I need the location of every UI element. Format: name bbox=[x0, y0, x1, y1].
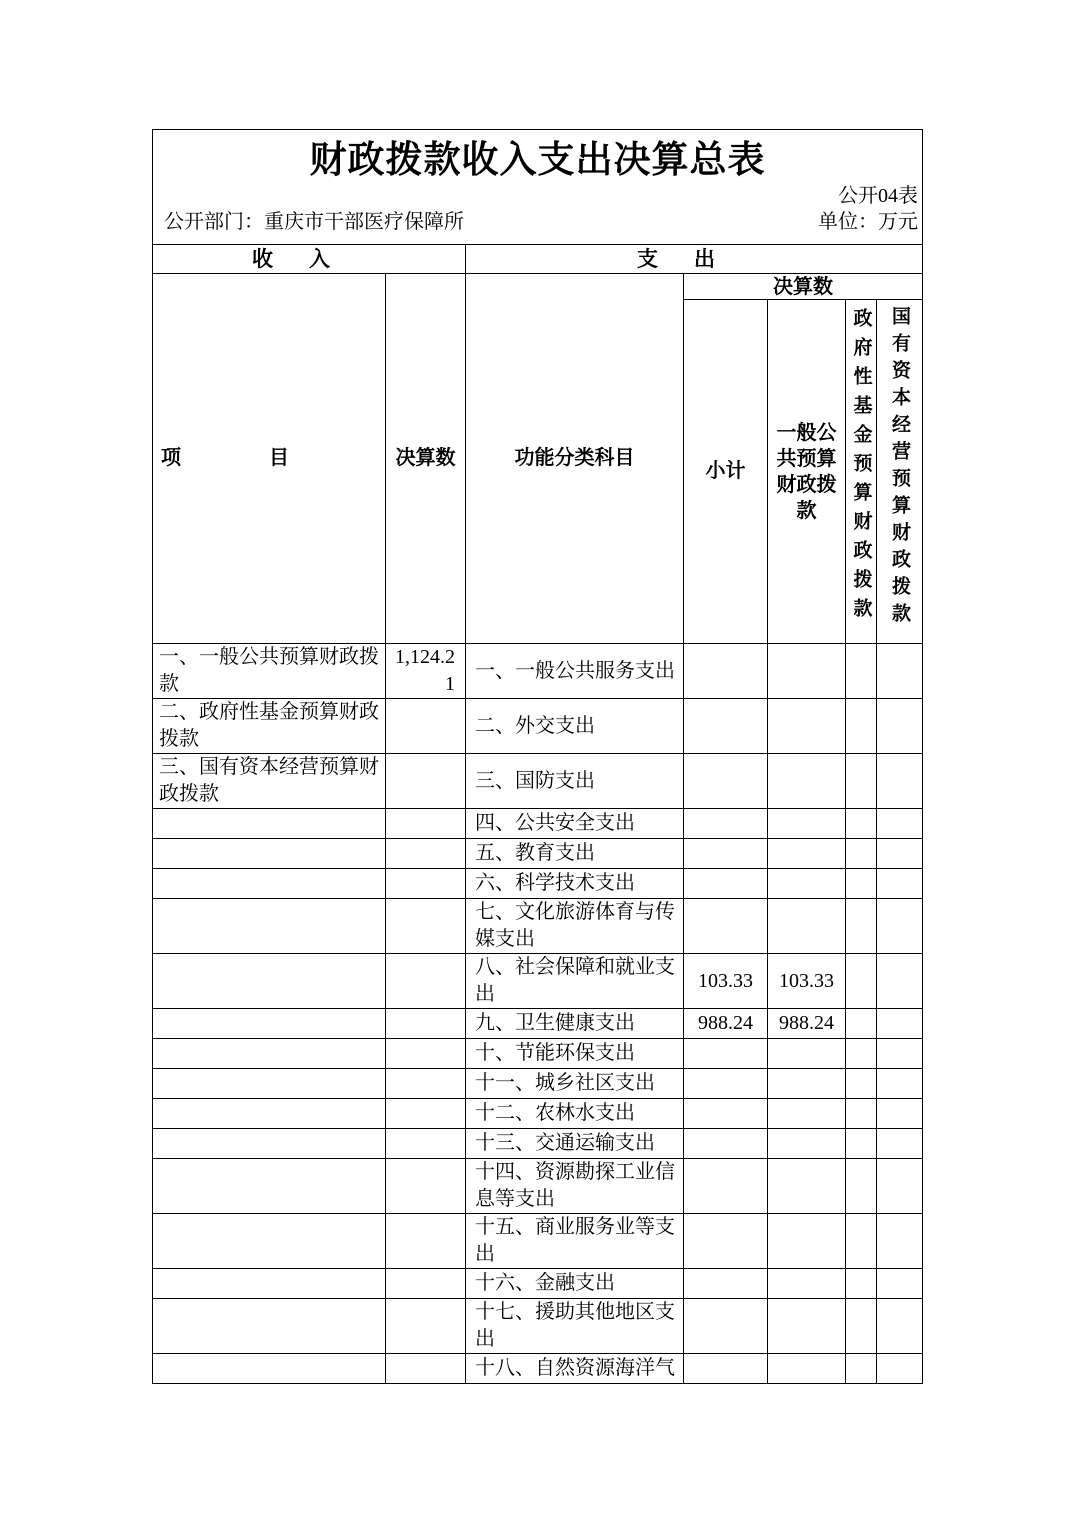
title-row bbox=[153, 130, 923, 245]
income-value-cell bbox=[386, 839, 466, 869]
gov-fund-cell bbox=[846, 1214, 877, 1269]
income-item-cell bbox=[153, 899, 386, 954]
income-item-cell bbox=[153, 869, 386, 899]
income-item-cell bbox=[153, 1299, 386, 1354]
table-row bbox=[153, 899, 923, 954]
state-capital-cell bbox=[877, 1009, 923, 1039]
state-capital-cell bbox=[877, 1159, 923, 1214]
unit-label: 单位：万元 bbox=[818, 211, 919, 233]
income-item-cell bbox=[153, 1009, 386, 1039]
subtotal-cell bbox=[684, 1099, 768, 1129]
gov-fund-cell bbox=[846, 1039, 877, 1069]
income-section-header: 收入 bbox=[153, 245, 466, 274]
final-amount-band-header: 决算数 bbox=[684, 274, 923, 300]
general-budget-cell bbox=[768, 1039, 846, 1069]
income-value-cell bbox=[386, 1039, 466, 1069]
income-amount-column-header: 决算数 bbox=[386, 274, 466, 644]
income-item-cell bbox=[153, 1354, 386, 1384]
subtotal-cell bbox=[684, 644, 768, 699]
expense-item-cell: 十七、援助其他地区支出 bbox=[466, 1299, 684, 1354]
income-item-cell: 三、国有资本经营预算财政拨款 bbox=[153, 754, 386, 809]
income-value-cell bbox=[386, 1299, 466, 1354]
sheet-number-label: 公开04表 bbox=[838, 185, 919, 207]
gov-fund-cell bbox=[846, 869, 877, 899]
subtotal-cell bbox=[684, 754, 768, 809]
general-budget-cell: 988.24 bbox=[768, 1009, 846, 1039]
state-capital-cell bbox=[877, 839, 923, 869]
table-body bbox=[153, 130, 923, 1384]
table-row bbox=[153, 1099, 923, 1129]
subtotal-cell bbox=[684, 1269, 768, 1299]
expense-item-cell: 六、科学技术支出 bbox=[466, 869, 684, 899]
table-row bbox=[153, 1214, 923, 1269]
general-budget-cell bbox=[768, 1269, 846, 1299]
expense-item-cell: 八、社会保障和就业支出 bbox=[466, 954, 684, 1009]
gov-fund-cell bbox=[846, 1299, 877, 1354]
income-value-cell bbox=[386, 1214, 466, 1269]
subtotal-cell bbox=[684, 869, 768, 899]
expense-item-cell: 十一、城乡社区支出 bbox=[466, 1069, 684, 1099]
subtotal-cell: 103.33 bbox=[684, 954, 768, 1009]
income-item-cell bbox=[153, 954, 386, 1009]
general-budget-cell bbox=[768, 1299, 846, 1354]
table-row bbox=[153, 644, 923, 699]
income-value-cell bbox=[386, 699, 466, 754]
budget-table bbox=[152, 129, 923, 1384]
income-value-cell bbox=[386, 869, 466, 899]
subtotal-cell bbox=[684, 1299, 768, 1354]
general-budget-cell bbox=[768, 754, 846, 809]
table-row bbox=[153, 869, 923, 899]
subtotal-cell bbox=[684, 1354, 768, 1384]
section-header-row bbox=[153, 245, 923, 274]
expense-item-cell: 十五、商业服务业等支出 bbox=[466, 1214, 684, 1269]
general-budget-cell bbox=[768, 699, 846, 754]
general-budget-column-header: 一般公共预算财政拨款 bbox=[768, 300, 846, 644]
income-value-cell: 1,124.21 bbox=[386, 644, 466, 699]
table-row bbox=[153, 754, 923, 809]
income-item-cell: 一、一般公共预算财政拨款 bbox=[153, 644, 386, 699]
expense-item-cell: 十六、金融支出 bbox=[466, 1269, 684, 1299]
subtotal-cell: 988.24 bbox=[684, 1009, 768, 1039]
gov-fund-cell bbox=[846, 839, 877, 869]
general-budget-cell bbox=[768, 1354, 846, 1384]
expense-item-cell: 五、教育支出 bbox=[466, 839, 684, 869]
subtotal-cell bbox=[684, 839, 768, 869]
state-capital-cell bbox=[877, 809, 923, 839]
gov-fund-cell bbox=[846, 1069, 877, 1099]
state-capital-cell bbox=[877, 699, 923, 754]
income-item-cell bbox=[153, 1129, 386, 1159]
general-budget-cell bbox=[768, 869, 846, 899]
general-budget-cell bbox=[768, 1129, 846, 1159]
state-capital-cell bbox=[877, 1129, 923, 1159]
state-capital-cell bbox=[877, 1354, 923, 1384]
income-value-cell bbox=[386, 754, 466, 809]
table-row bbox=[153, 1299, 923, 1354]
general-budget-cell bbox=[768, 1159, 846, 1214]
general-budget-cell bbox=[768, 1069, 846, 1099]
general-budget-cell bbox=[768, 899, 846, 954]
expense-item-cell: 四、公共安全支出 bbox=[466, 809, 684, 839]
income-value-cell bbox=[386, 1269, 466, 1299]
income-item-cell bbox=[153, 1039, 386, 1069]
table-row bbox=[153, 1354, 923, 1384]
table-row bbox=[153, 1159, 923, 1214]
function-subject-column-header: 功能分类科目 bbox=[466, 274, 684, 644]
income-value-cell bbox=[386, 1129, 466, 1159]
income-item-cell bbox=[153, 1099, 386, 1129]
general-budget-cell: 103.33 bbox=[768, 954, 846, 1009]
state-capital-cell bbox=[877, 644, 923, 699]
income-item-cell bbox=[153, 1269, 386, 1299]
gov-fund-budget-column-header: 政府性基金预算财政拨款 bbox=[846, 300, 877, 644]
table-row bbox=[153, 1269, 923, 1299]
expense-item-cell: 三、国防支出 bbox=[466, 754, 684, 809]
subtotal-cell bbox=[684, 899, 768, 954]
income-item-cell bbox=[153, 1159, 386, 1214]
gov-fund-cell bbox=[846, 1129, 877, 1159]
income-value-cell bbox=[386, 809, 466, 839]
subtotal-cell bbox=[684, 1129, 768, 1159]
table-row bbox=[153, 1039, 923, 1069]
gov-fund-cell bbox=[846, 754, 877, 809]
subtotal-cell bbox=[684, 1039, 768, 1069]
table-row bbox=[153, 809, 923, 839]
expense-section-header: 支出 bbox=[466, 245, 923, 274]
table-row bbox=[153, 1129, 923, 1159]
gov-fund-cell bbox=[846, 1009, 877, 1039]
state-capital-cell bbox=[877, 1099, 923, 1129]
state-capital-cell bbox=[877, 899, 923, 954]
gov-fund-cell bbox=[846, 1354, 877, 1384]
gov-fund-cell bbox=[846, 1269, 877, 1299]
state-capital-cell bbox=[877, 1039, 923, 1069]
page-title: 财政拨款收入支出决算总表 bbox=[309, 139, 766, 180]
general-budget-cell bbox=[768, 1214, 846, 1269]
subtotal-cell bbox=[684, 1069, 768, 1099]
subtotal-cell bbox=[684, 1214, 768, 1269]
table-row bbox=[153, 1069, 923, 1099]
expense-item-cell: 十八、自然资源海洋气 bbox=[466, 1354, 684, 1384]
state-capital-cell bbox=[877, 954, 923, 1009]
state-capital-cell bbox=[877, 869, 923, 899]
expense-item-cell: 十四、资源勘探工业信息等支出 bbox=[466, 1159, 684, 1214]
meta-row bbox=[153, 209, 922, 237]
table-row bbox=[153, 839, 923, 869]
income-item-cell bbox=[153, 809, 386, 839]
expense-item-cell: 十三、交通运输支出 bbox=[466, 1129, 684, 1159]
subtotal-column-header: 小计 bbox=[684, 300, 768, 644]
income-value-cell bbox=[386, 899, 466, 954]
gov-fund-cell bbox=[846, 1159, 877, 1214]
subtotal-cell bbox=[684, 809, 768, 839]
table-row bbox=[153, 1009, 923, 1039]
state-capital-cell bbox=[877, 1214, 923, 1269]
state-capital-budget-column-header: 国有资本经营预算财政拨款 bbox=[877, 300, 923, 644]
gov-fund-cell bbox=[846, 899, 877, 954]
gov-fund-cell bbox=[846, 954, 877, 1009]
general-budget-cell bbox=[768, 1099, 846, 1129]
department-label: 公开部门：重庆市干部医疗保障所 bbox=[164, 211, 464, 233]
income-item-cell bbox=[153, 1069, 386, 1099]
expense-item-cell: 九、卫生健康支出 bbox=[466, 1009, 684, 1039]
income-item-cell: 二、政府性基金预算财政拨款 bbox=[153, 699, 386, 754]
expense-item-cell: 七、文化旅游体育与传媒支出 bbox=[466, 899, 684, 954]
gov-fund-cell bbox=[846, 809, 877, 839]
gov-fund-cell bbox=[846, 644, 877, 699]
general-budget-cell bbox=[768, 644, 846, 699]
subtotal-cell bbox=[684, 699, 768, 754]
item-column-header: 项目 bbox=[153, 274, 386, 644]
income-value-cell bbox=[386, 954, 466, 1009]
income-value-cell bbox=[386, 1159, 466, 1214]
general-budget-cell bbox=[768, 839, 846, 869]
gov-fund-cell bbox=[846, 1099, 877, 1129]
income-value-cell bbox=[386, 1009, 466, 1039]
state-capital-cell bbox=[877, 1269, 923, 1299]
table-row bbox=[153, 699, 923, 754]
state-capital-cell bbox=[877, 1069, 923, 1099]
table-row bbox=[153, 954, 923, 1009]
income-value-cell bbox=[386, 1354, 466, 1384]
income-value-cell bbox=[386, 1069, 466, 1099]
expense-item-cell: 二、外交支出 bbox=[466, 699, 684, 754]
expense-item-cell: 十、节能环保支出 bbox=[466, 1039, 684, 1069]
expense-item-cell: 一、一般公共服务支出 bbox=[466, 644, 684, 699]
subtotal-cell bbox=[684, 1159, 768, 1214]
income-item-cell bbox=[153, 1214, 386, 1269]
income-value-cell bbox=[386, 1099, 466, 1129]
general-budget-cell bbox=[768, 809, 846, 839]
gov-fund-cell bbox=[846, 699, 877, 754]
income-item-cell bbox=[153, 839, 386, 869]
expense-item-cell: 十二、农林水支出 bbox=[466, 1099, 684, 1129]
state-capital-cell bbox=[877, 754, 923, 809]
title-cell bbox=[153, 130, 923, 245]
state-capital-cell bbox=[877, 1299, 923, 1354]
column-header-row-1 bbox=[153, 274, 923, 300]
